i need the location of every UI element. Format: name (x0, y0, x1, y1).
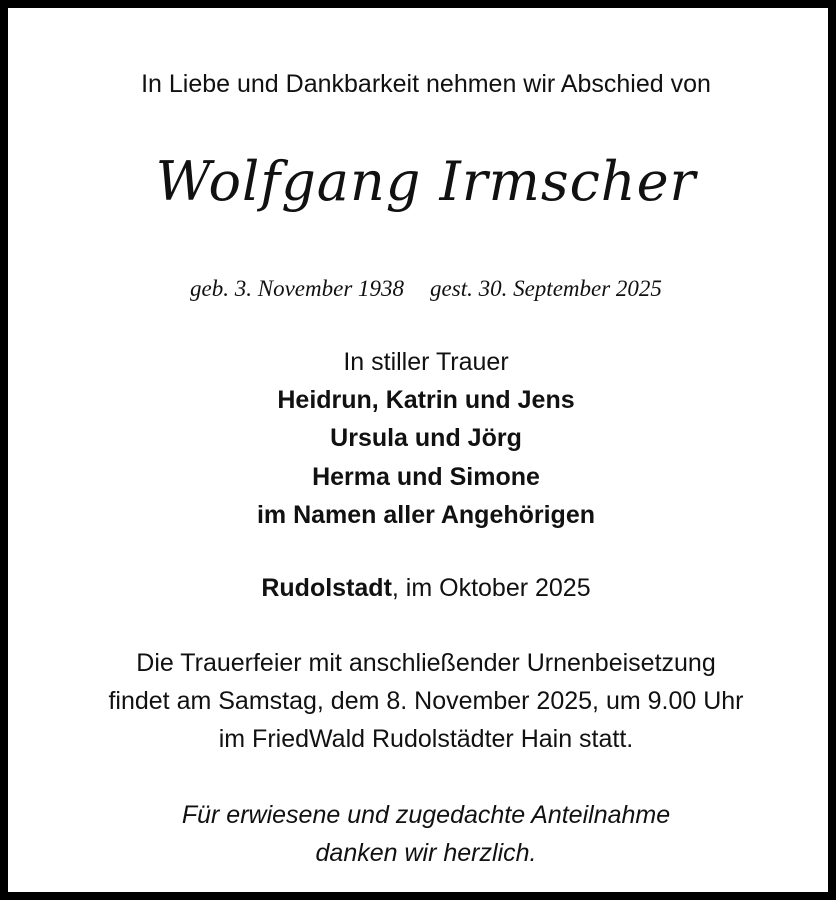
place-date: , im Oktober 2025 (391, 574, 591, 602)
thanks-line: danken wir herzlich. (315, 839, 537, 867)
life-dates (8, 276, 836, 302)
place-date-line (8, 574, 836, 603)
birth-date: geb. 3. November 1938 (190, 276, 405, 301)
deceased-name: Wolfgang Irmscher (155, 150, 697, 213)
mourning-heading: In stiller Trauer (343, 348, 509, 376)
thanks-line: Für erwiesene und zugedachte Anteilnahme (181, 801, 671, 829)
funeral-info-line: im FriedWald Rudolstädter Hain statt. (218, 725, 634, 753)
mourner-line: Ursula und Jörg (330, 424, 522, 452)
mourner-line: im Namen aller Angehörigen (256, 501, 596, 529)
mourner-line: Heidrun, Katrin und Jens (277, 386, 575, 414)
place-name: Rudolstadt (261, 574, 392, 602)
death-date: gest. 30. September 2025 (430, 276, 662, 301)
funeral-info-line: findet am Samstag, dem 8. November 2025, um 9.00 Uhr (108, 687, 744, 715)
intro-text: In Liebe und Dankbarkeit nehmen wir Abschied von (141, 70, 711, 98)
funeral-info-line: Die Trauerfeier mit anschließender Urnenbeisetzung (136, 649, 716, 677)
mourner-line: Herma und Simone (312, 463, 540, 491)
